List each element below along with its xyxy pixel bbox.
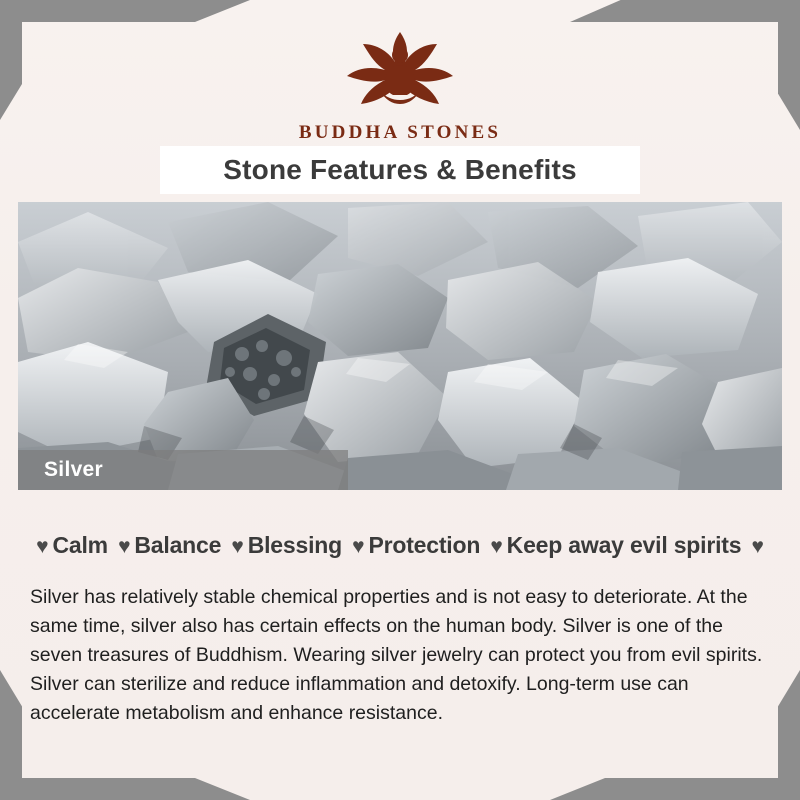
stone-name-overlay xyxy=(18,450,348,490)
brand-logo-block xyxy=(0,22,800,144)
benefit-item-4: Keep away evil spirits xyxy=(506,532,742,558)
heart-icon: ♥ xyxy=(231,535,244,558)
benefit-item-2: Blessing xyxy=(247,532,342,558)
benefit-item-0: Calm xyxy=(52,532,108,558)
brand-name: BUDDHA STONES xyxy=(298,122,502,143)
heart-icon: ♥ xyxy=(36,535,49,558)
heart-icon: ♥ xyxy=(352,535,365,558)
heart-icon: ♥ xyxy=(751,535,764,558)
heart-icon: ♥ xyxy=(118,535,131,558)
stone-name: Silver xyxy=(44,458,104,481)
benefit-item-3: Protection xyxy=(368,532,481,558)
hero-image xyxy=(18,202,782,490)
benefit-item-1: Balance xyxy=(134,532,222,558)
title-bar xyxy=(160,146,640,194)
description-text: Silver has relatively stable chemical properties and is not easy to deteriorate. At the same time, silver also has certain effects on the human body. Silver is one of the seven treasures of Buddhism. Wearing silver jewelry can protect you from evil spirits. Silver can sterilize and reduce inflammation and detoxify. Long-term use can accelerate metabolism and enhance resistance. xyxy=(30,586,763,724)
heart-icon: ♥ xyxy=(490,535,503,558)
lotus-meditation-figure-icon xyxy=(325,22,475,118)
benefits-list xyxy=(18,498,782,559)
page-title: Stone Features & Benefits xyxy=(223,154,577,185)
silver-ore-illustration xyxy=(18,202,782,490)
